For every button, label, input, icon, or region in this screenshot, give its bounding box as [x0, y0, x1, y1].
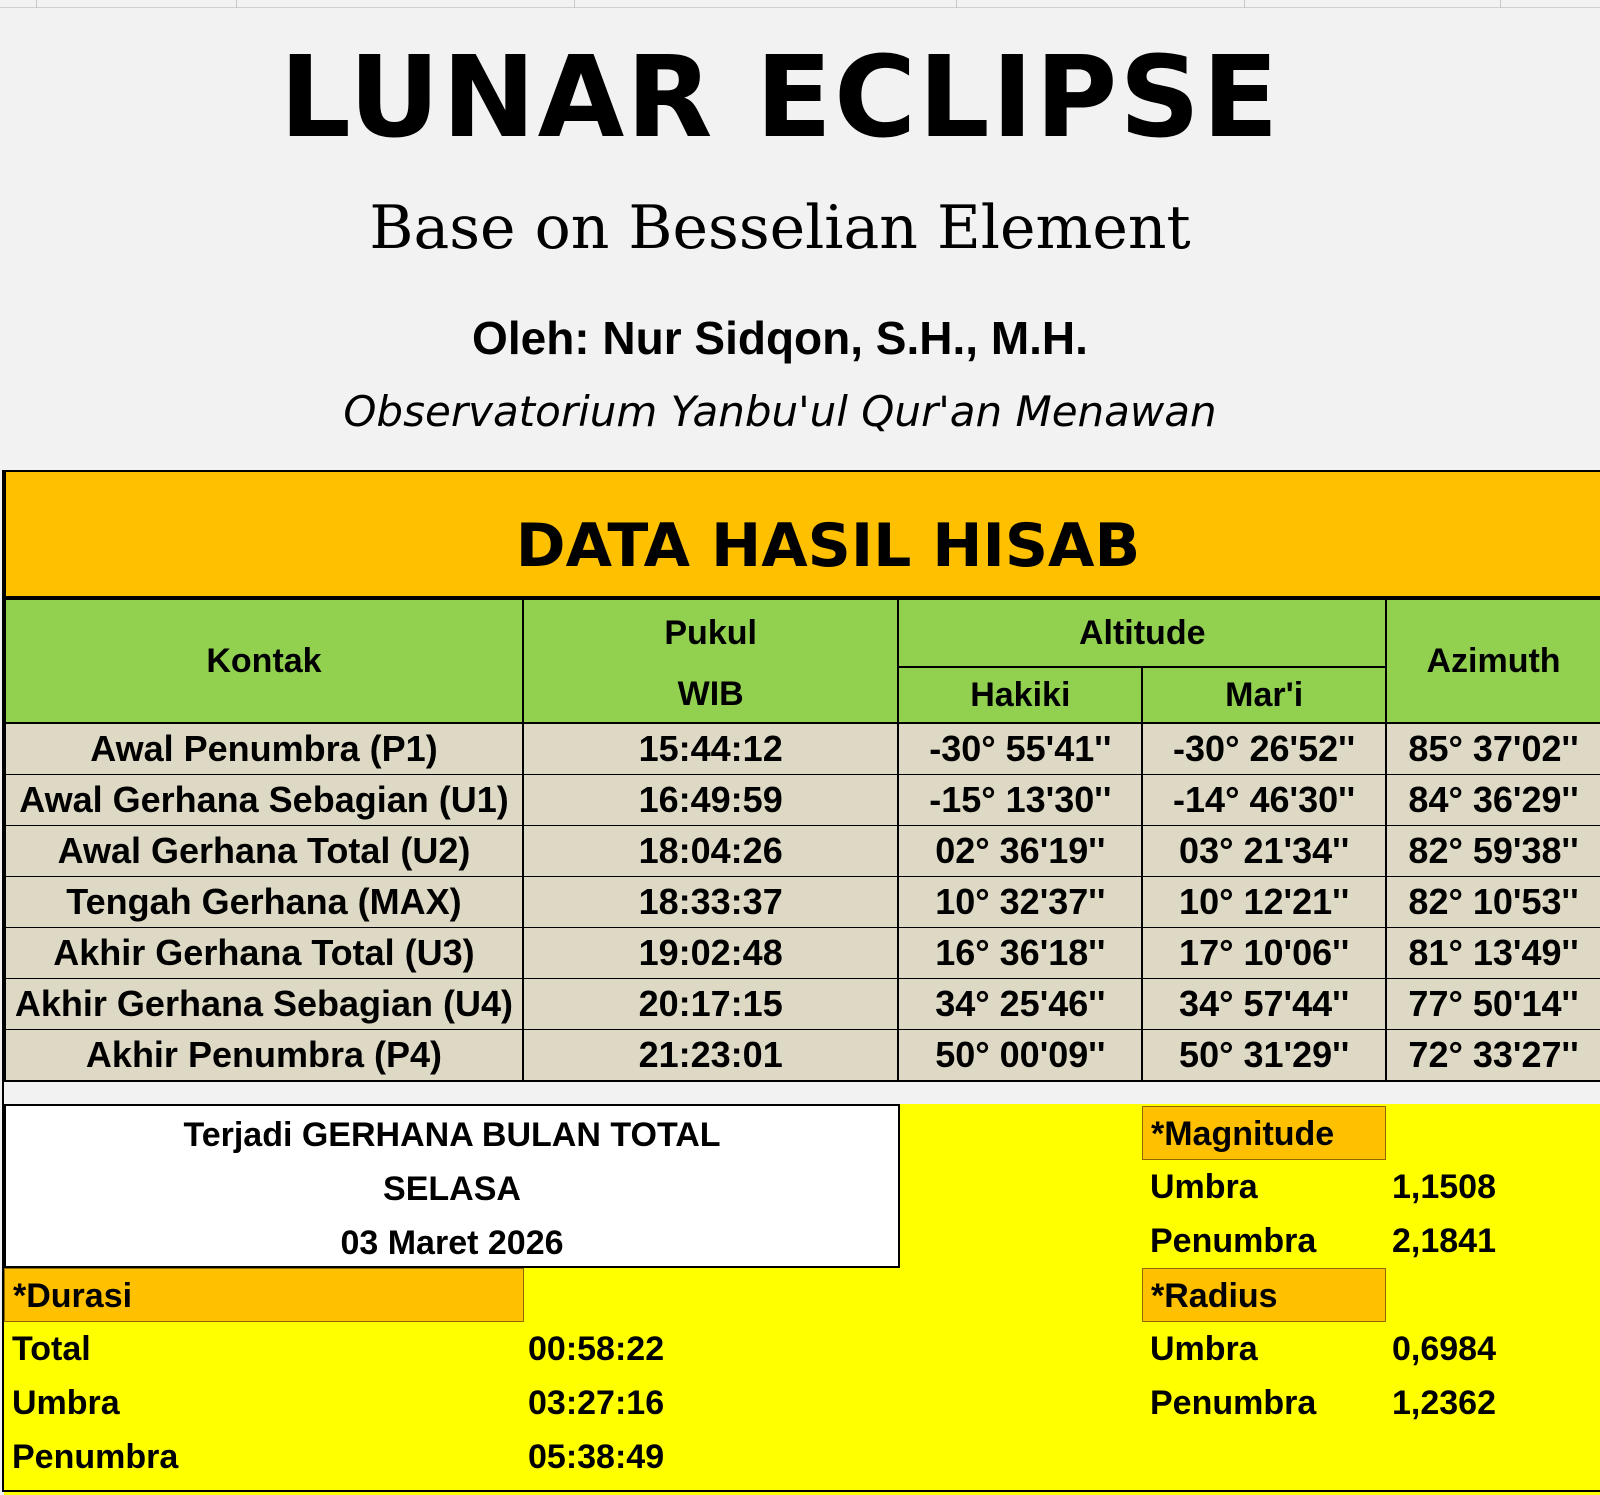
- kontak-cell: Akhir Gerhana Total (U3): [5, 928, 523, 979]
- mari-cell: 10° 12'21'': [1142, 877, 1386, 928]
- document-header: [0, 0, 1600, 470]
- table-row: [5, 928, 1600, 979]
- waktu-cell: 21:23:01: [523, 1030, 898, 1082]
- durasi-total-value: 00:58:22: [528, 1330, 665, 1368]
- eclipse-summary: [4, 1104, 900, 1268]
- azimuth-cell: 85° 37'02'': [1386, 723, 1600, 775]
- summary-type: Terjadi GERHANA BULAN TOTAL: [183, 1116, 721, 1154]
- sheet-border-bottom: [4, 1490, 1600, 1492]
- magnitude-umbra-value: 1,1508: [1392, 1168, 1496, 1206]
- radius-umbra-value: 0,6984: [1392, 1330, 1496, 1368]
- waktu-cell: 18:33:37: [523, 877, 898, 928]
- table-row: [5, 723, 1600, 775]
- magnitude-penumbra-label: Penumbra: [1150, 1222, 1317, 1260]
- azimuth-cell: 82° 10'53'': [1386, 877, 1600, 928]
- hakiki-cell: 16° 36'18'': [898, 928, 1142, 979]
- header-hakiki: Hakiki: [898, 667, 1142, 723]
- hakiki-cell: -15° 13'30'': [898, 775, 1142, 826]
- hakiki-cell: 02° 36'19'': [898, 826, 1142, 877]
- mari-cell: 34° 57'44'': [1142, 979, 1386, 1030]
- kontak-cell: Akhir Penumbra (P4): [5, 1030, 523, 1082]
- azimuth-cell: 84° 36'29'': [1386, 775, 1600, 826]
- waktu-cell: 19:02:48: [523, 928, 898, 979]
- organization-line: Observatorium Yanbu'ul Qur'an Menawan: [343, 387, 1217, 436]
- hakiki-cell: 50° 00'09'': [898, 1030, 1142, 1082]
- page-title: LUNAR ECLIPSE: [279, 33, 1281, 163]
- magnitude-penumbra-value: 2,1841: [1392, 1222, 1496, 1260]
- table-row: [5, 979, 1600, 1030]
- magnitude-label: *Magnitude: [1142, 1106, 1386, 1160]
- durasi-label: *Durasi: [4, 1268, 524, 1322]
- header-wib: WIB: [523, 667, 898, 723]
- radius-label: *Radius: [1142, 1268, 1386, 1322]
- radius-penumbra-value: 1,2362: [1392, 1384, 1496, 1422]
- header-kontak: Kontak: [5, 599, 523, 723]
- magnitude-umbra-label: Umbra: [1150, 1168, 1258, 1206]
- hakiki-cell: 10° 32'37'': [898, 877, 1142, 928]
- table-header-row: [5, 599, 1600, 667]
- mari-cell: -14° 46'30'': [1142, 775, 1386, 826]
- durasi-penumbra-label: Penumbra: [12, 1438, 179, 1476]
- hakiki-cell: -30° 55'41'': [898, 723, 1142, 775]
- hakiki-cell: 34° 25'46'': [898, 979, 1142, 1030]
- summary-date: 03 Maret 2026: [340, 1224, 564, 1262]
- mari-cell: -30° 26'52'': [1142, 723, 1386, 775]
- mari-cell: 17° 10'06'': [1142, 928, 1386, 979]
- page-subtitle: Base on Besselian Element: [369, 193, 1191, 263]
- durasi-total-label: Total: [12, 1330, 91, 1368]
- azimuth-cell: 72° 33'27'': [1386, 1030, 1600, 1082]
- azimuth-cell: 82° 59'38'': [1386, 826, 1600, 877]
- header-pukul: Pukul: [523, 599, 898, 667]
- author-line: Oleh: Nur Sidqon, S.H., M.H.: [472, 312, 1088, 364]
- kontak-cell: Awal Penumbra (P1): [5, 723, 523, 775]
- radius-penumbra-label: Penumbra: [1150, 1384, 1317, 1422]
- waktu-cell: 20:17:15: [523, 979, 898, 1030]
- table-row: [5, 877, 1600, 928]
- header-azimuth: Azimuth: [1386, 599, 1600, 723]
- azimuth-cell: 81° 13'49'': [1386, 928, 1600, 979]
- mari-cell: 50° 31'29'': [1142, 1030, 1386, 1082]
- table-row: [5, 826, 1600, 877]
- durasi-penumbra-value: 05:38:49: [528, 1438, 665, 1476]
- summary-day: SELASA: [383, 1170, 521, 1208]
- radius-umbra-label: Umbra: [1150, 1330, 1258, 1368]
- kontak-cell: Akhir Gerhana Sebagian (U4): [5, 979, 523, 1030]
- contact-table: [4, 598, 1600, 1082]
- section-banner: [4, 470, 1600, 598]
- section-title: DATA HASIL HISAB: [515, 511, 1141, 581]
- sheet-border-left: [2, 470, 4, 1492]
- azimuth-cell: 77° 50'14'': [1386, 979, 1600, 1030]
- waktu-cell: 18:04:26: [523, 826, 898, 877]
- results-sheet: [0, 470, 1600, 1495]
- kontak-cell: Tengah Gerhana (MAX): [5, 877, 523, 928]
- header-mari: Mar'i: [1142, 667, 1386, 723]
- table-row: [5, 1030, 1600, 1082]
- durasi-umbra-value: 03:27:16: [528, 1384, 665, 1422]
- header-altitude: Altitude: [898, 599, 1386, 667]
- kontak-cell: Awal Gerhana Sebagian (U1): [5, 775, 523, 826]
- mari-cell: 03° 21'34'': [1142, 826, 1386, 877]
- durasi-umbra-label: Umbra: [12, 1384, 120, 1422]
- table-row: [5, 775, 1600, 826]
- waktu-cell: 15:44:12: [523, 723, 898, 775]
- kontak-cell: Awal Gerhana Total (U2): [5, 826, 523, 877]
- waktu-cell: 16:49:59: [523, 775, 898, 826]
